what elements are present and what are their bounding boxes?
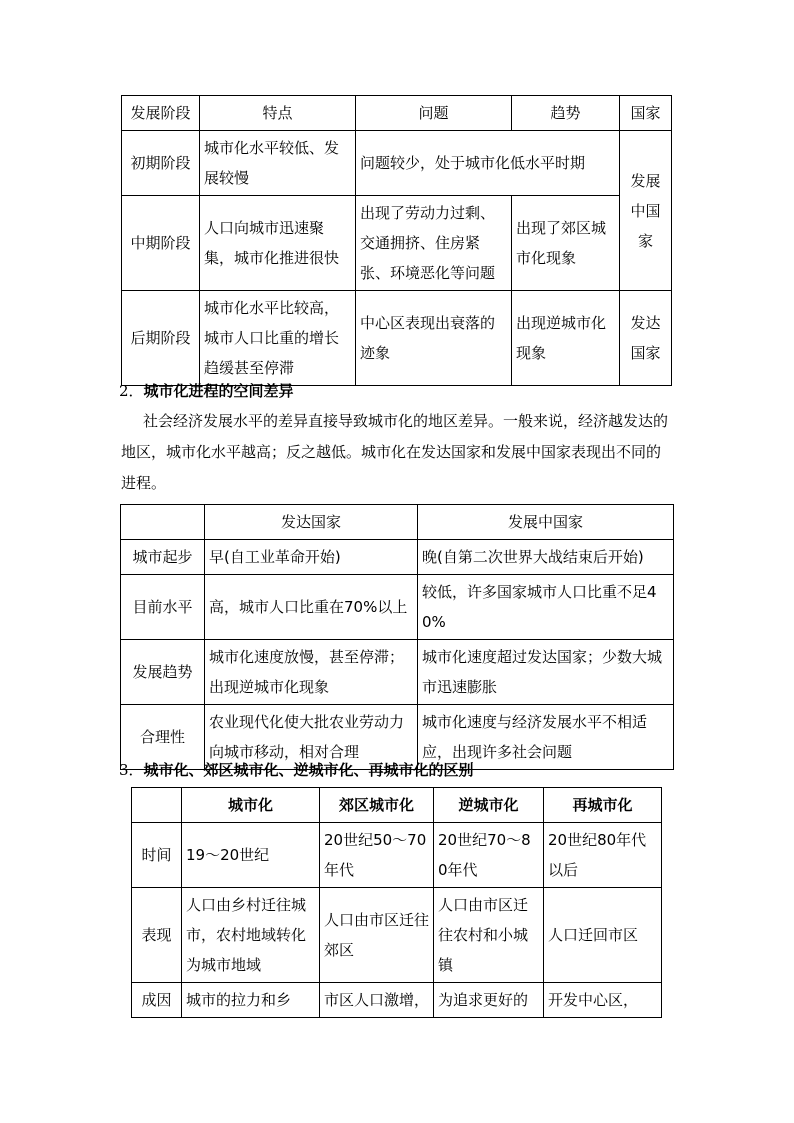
- table-row: [121, 640, 674, 705]
- trend-cell: 出现了郊区城市化现象: [512, 196, 620, 291]
- header-cell: 发达国家: [205, 505, 418, 540]
- table-header-row: [132, 788, 662, 823]
- header-cell: 问题: [356, 96, 512, 131]
- section-title: 城市化进程的空间差异: [143, 382, 294, 400]
- developing-cell: 城市化速度与经济发展水平不相适应，出现许多社会问题: [418, 705, 674, 770]
- table-row: [132, 823, 662, 888]
- table-row: [122, 131, 672, 196]
- row-label: 合理性: [121, 705, 205, 770]
- header-cell: [121, 505, 205, 540]
- table-cell: 开发中心区，: [544, 983, 662, 1018]
- header-cell: 再城市化: [544, 788, 662, 823]
- table-cell: 20世纪70～80年代: [434, 823, 544, 888]
- row-label: 表现: [132, 888, 182, 983]
- problem-cell: 问题较少，处于城市化低水平时期: [356, 131, 620, 196]
- header-cell: 发展中国家: [418, 505, 674, 540]
- stage-cell: 初期阶段: [122, 131, 200, 196]
- feature-cell: 人口向城市迅速聚集，城市化推进很快: [200, 196, 356, 291]
- header-cell: 城市化: [182, 788, 320, 823]
- feature-cell: 城市化水平较低、发展较慢: [200, 131, 356, 196]
- country-cell: 发展中国家: [620, 131, 672, 291]
- table-cell: 20世纪50～70年代: [320, 823, 434, 888]
- urbanization-stages-table: [121, 95, 672, 386]
- table-row: [132, 888, 662, 983]
- urbanization-types-table: [131, 787, 662, 1018]
- feature-cell: 城市化水平比较高，城市人口比重的增长趋缓甚至停滞: [200, 291, 356, 386]
- stage-cell: 中期阶段: [122, 196, 200, 291]
- developed-cell: 城市化速度放慢，甚至停滞；出现逆城市化现象: [205, 640, 418, 705]
- table-row: [122, 291, 672, 386]
- table-cell: 人口由市区迁往农村和小城镇: [434, 888, 544, 983]
- section-number: 2．: [119, 382, 144, 400]
- developed-vs-developing-table: [120, 504, 674, 770]
- table-cell: 人口迁回市区: [544, 888, 662, 983]
- section-paragraph: 社会经济发展水平的差异直接导致城市化的地区差异。一般来说，经济越发达的地区，城市化水平越高；反之越低。城市化在发达国家和发展中国家表现出不同的进程。: [121, 412, 669, 492]
- row-label: 目前水平: [121, 575, 205, 640]
- section-number: 3．: [119, 761, 144, 779]
- table-row: [121, 540, 674, 575]
- section-heading: [119, 758, 474, 782]
- developed-cell: 农业现代化使大批农业劳动力向城市移动，相对合理: [205, 705, 418, 770]
- section-title: 城市化、郊区城市化、逆城市化、再城市化的区别: [143, 761, 474, 779]
- trend-cell: 出现逆城市化现象: [512, 291, 620, 386]
- table-cell: 人口由乡村迁往城市，农村地域转化为城市地域: [182, 888, 320, 983]
- table-cell: 19～20世纪: [182, 823, 320, 888]
- stage-cell: 后期阶段: [122, 291, 200, 386]
- header-cell: 发展阶段: [122, 96, 200, 131]
- row-label: 成因: [132, 983, 182, 1018]
- row-label: 城市起步: [121, 540, 205, 575]
- header-cell: [132, 788, 182, 823]
- table-row: [132, 983, 662, 1018]
- problem-cell: 出现了劳动力过剩、交通拥挤、住房紧张、环境恶化等问题: [356, 196, 512, 291]
- developing-cell: 较低，许多国家城市人口比重不足40%: [418, 575, 674, 640]
- table-cell: 市区人口激增，: [320, 983, 434, 1018]
- row-label: 发展趋势: [121, 640, 205, 705]
- developing-cell: 晚(自第二次世界大战结束后开始): [418, 540, 674, 575]
- table-header-row: [122, 96, 672, 131]
- country-cell: 发达国家: [620, 291, 672, 386]
- problem-cell: 中心区表现出衰落的迹象: [356, 291, 512, 386]
- header-cell: 国家: [620, 96, 672, 131]
- header-cell: 趋势: [512, 96, 620, 131]
- section-heading: [119, 379, 294, 403]
- header-cell: 郊区城市化: [320, 788, 434, 823]
- table-header-row: [121, 505, 674, 540]
- header-cell: 逆城市化: [434, 788, 544, 823]
- row-label: 时间: [132, 823, 182, 888]
- header-cell: 特点: [200, 96, 356, 131]
- table-cell: 城市的拉力和乡: [182, 983, 320, 1018]
- table-cell: 人口由市区迁往郊区: [320, 888, 434, 983]
- table-cell: 20世纪80年代以后: [544, 823, 662, 888]
- table-row: [121, 575, 674, 640]
- developed-cell: 早(自工业革命开始): [205, 540, 418, 575]
- table-row: [122, 196, 672, 291]
- table-cell: 为追求更好的: [434, 983, 544, 1018]
- developing-cell: 城市化速度超过发达国家；少数大城市迅速膨胀: [418, 640, 674, 705]
- developed-cell: 高，城市人口比重在70%以上: [205, 575, 418, 640]
